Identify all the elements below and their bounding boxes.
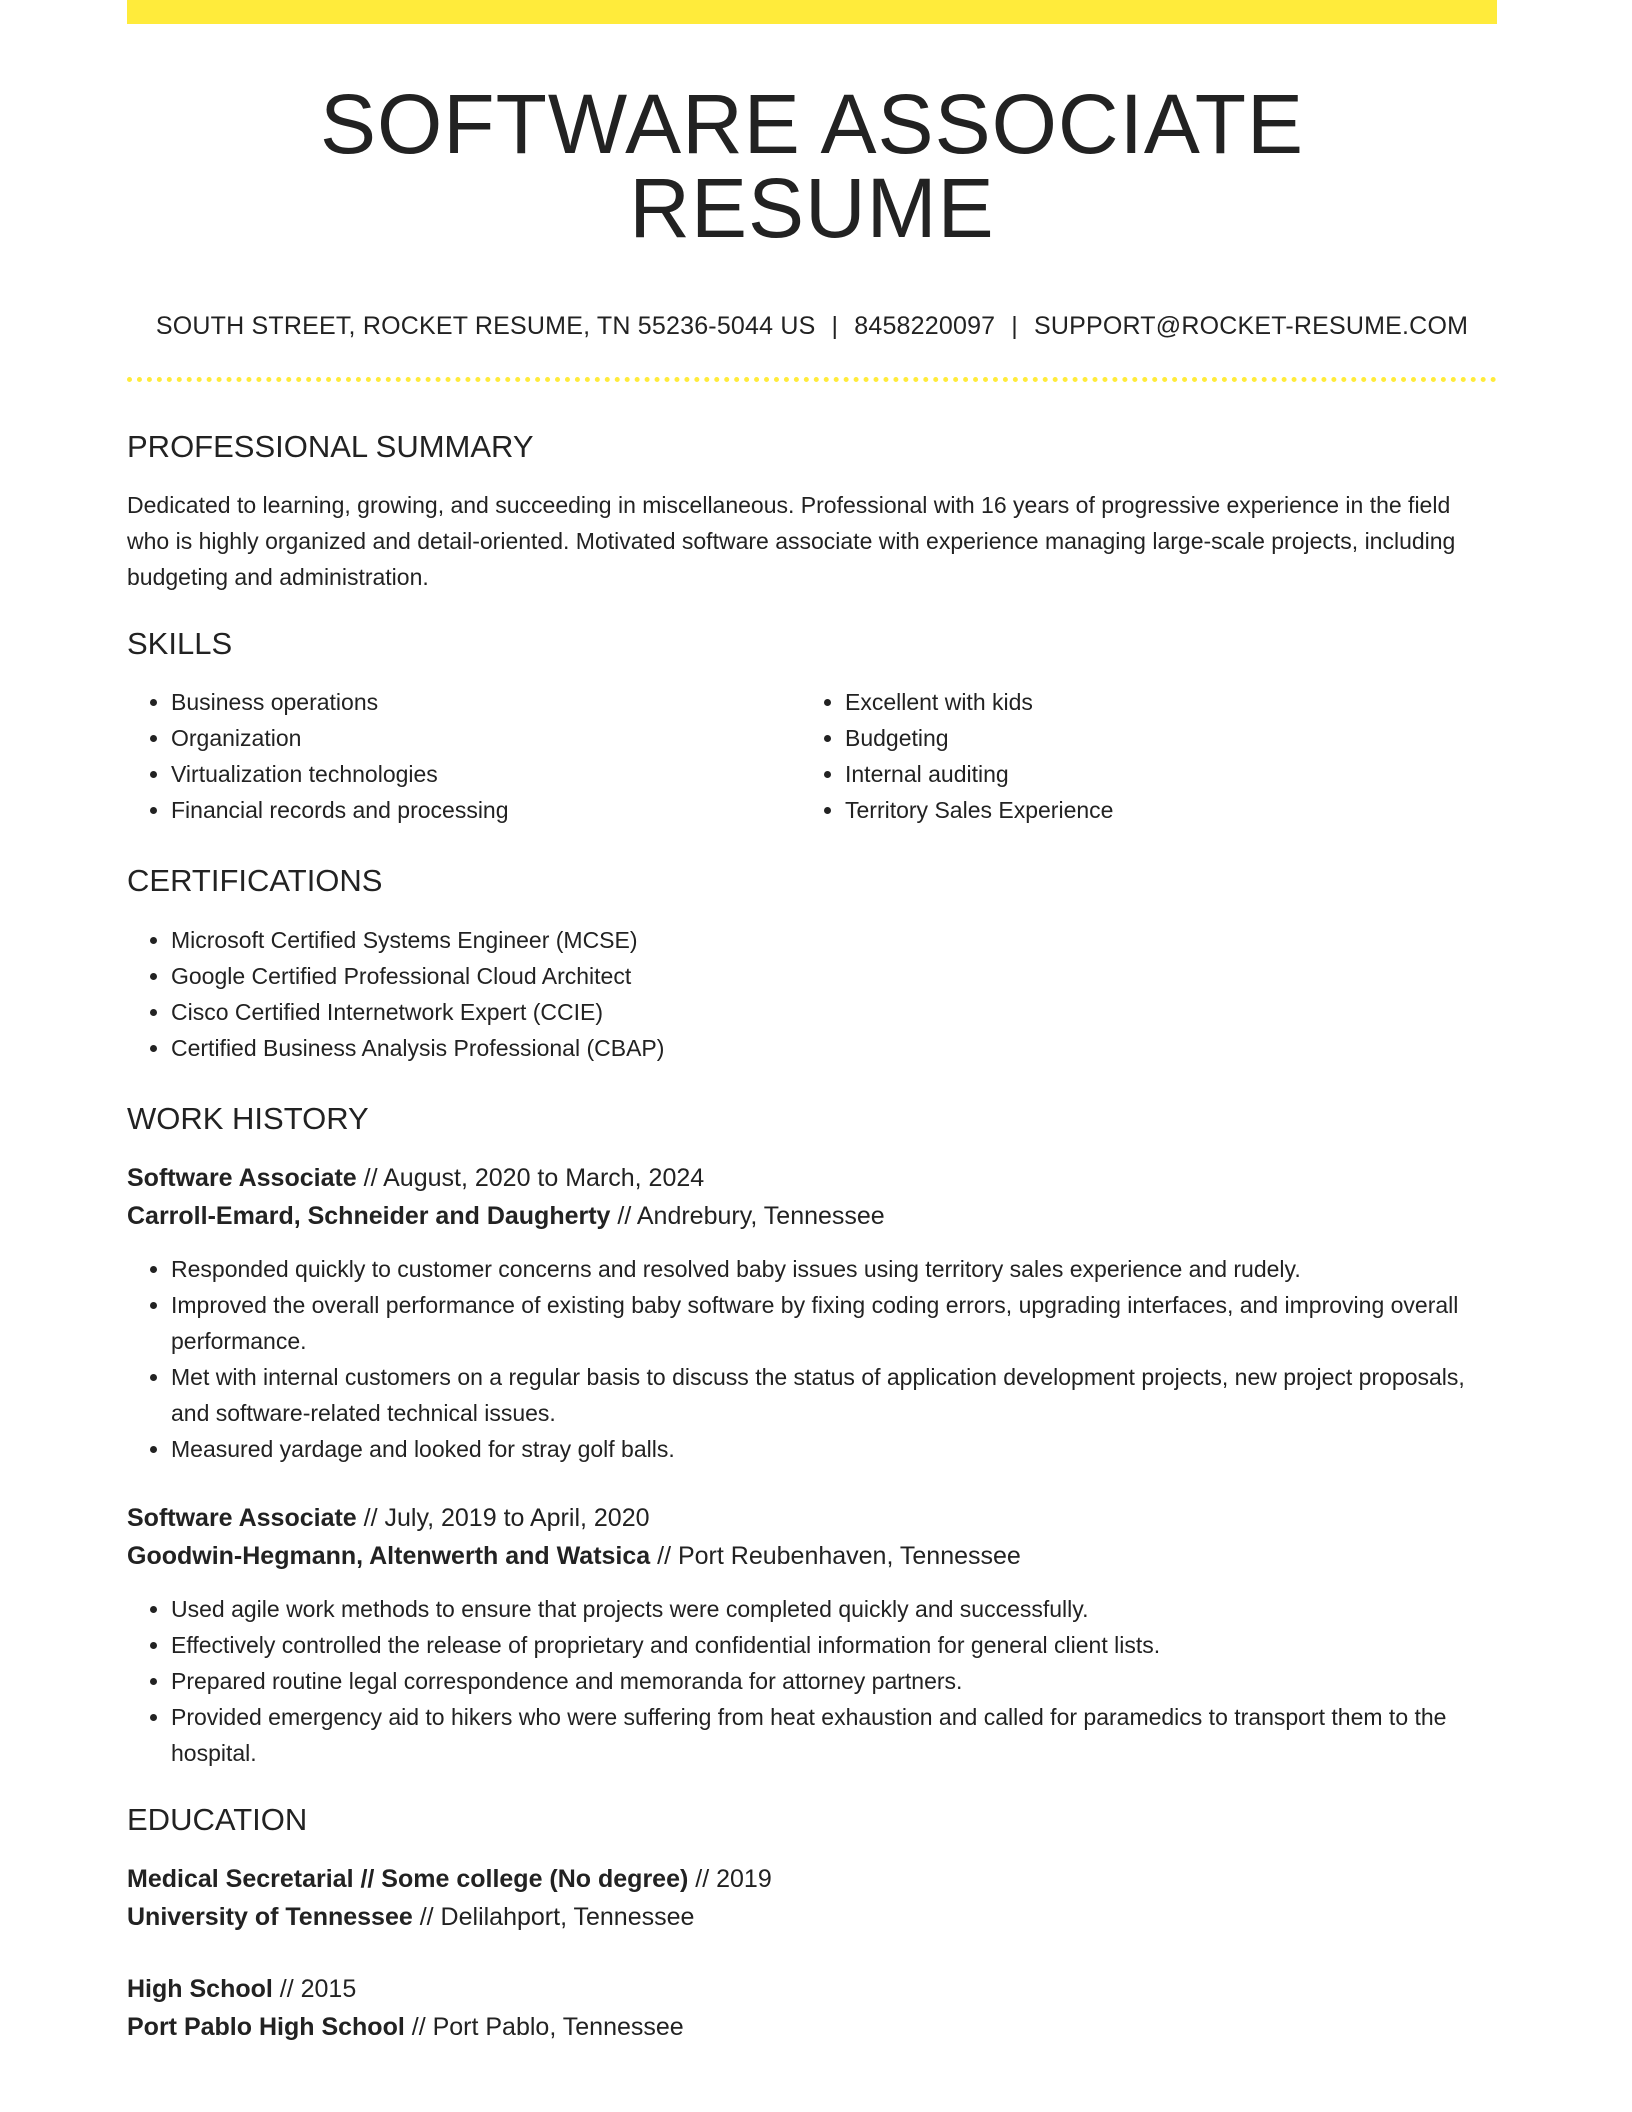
skill-item: • Business operations [171, 684, 801, 720]
job-company: Goodwin-Hegmann, Altenwerth and Watsica [127, 1541, 651, 1570]
top-accent-bar [127, 0, 1497, 24]
job-bullet: • Prepared routine legal correspondence and memoranda for attorney partners. [171, 1663, 1497, 1699]
summary-heading: PROFESSIONAL SUMMARY [127, 429, 534, 464]
certifications-list [127, 922, 1497, 1066]
resume-title: SOFTWARE ASSOCIATE RESUME [319, 77, 1305, 255]
education-heading: EDUCATION [127, 1801, 308, 1837]
contact-separator: | [1011, 312, 1018, 340]
skill-item: • Budgeting [845, 720, 1475, 756]
contact-separator: | [831, 312, 839, 340]
skills-heading: SKILLS [127, 626, 233, 662]
skills-grid [127, 684, 1497, 828]
skill-item: • Excellent with kids [845, 684, 1475, 720]
education-entry [127, 1970, 1497, 2046]
job-bullet: • Used agile work methods to ensure that projects were completed quickly and successfully. [171, 1591, 1497, 1627]
skill-item: • Virtualization technologies [171, 756, 801, 792]
contact-email: SUPPORT@ROCKET-RESUME.COM [1033, 312, 1469, 340]
job-location: // Andrebury, Tennessee [617, 1201, 885, 1230]
job-bullet: • Met with internal customers on a regular basis to discuss the status of application development projects, new project proposals, and software-related technical issues. [171, 1359, 1497, 1431]
job-bullet: • Improved the overall performance of existing baby software by fixing coding errors, upgrading interfaces, and improving overall performance. [171, 1287, 1497, 1359]
education-degree-line [127, 1970, 1497, 2008]
education-year: // 2019 [695, 1864, 772, 1893]
job-title-line [127, 1499, 1497, 1537]
skills-list-right [801, 684, 1475, 828]
education-degree: Medical Secretarial // Some college (No degree) [127, 1864, 689, 1893]
job-bullet: • Provided emergency aid to hikers who were suffering from heat exhaustion and called for paramedics to transport them to the hospital. [171, 1699, 1497, 1771]
job-title: Software Associate [127, 1163, 357, 1192]
skill-item: • Organization [171, 720, 801, 756]
job-bullet: • Measured yardage and looked for stray golf balls. [171, 1431, 1497, 1467]
summary-text: Dedicated to learning, growing, and succeeding in miscellaneous. Professional with 16 years of progressive experience in the field who is highly organized and detail-oriented. Motivated software associate with experience managing large-scale projects, including budgeting and administration. [127, 492, 1456, 591]
skills-list-left [127, 684, 801, 828]
job-company-line [127, 1537, 1497, 1575]
contact-line [127, 312, 1497, 341]
certification-item: • Google Certified Professional Cloud Architect [171, 958, 1497, 994]
job-bullet: • Responded quickly to customer concerns and resolved baby issues using territory sales experience and rudely. [171, 1251, 1497, 1287]
certifications-heading: CERTIFICATIONS [127, 863, 383, 899]
job-title: Software Associate [127, 1503, 357, 1532]
job-bullets [127, 1591, 1497, 1771]
education-location: // Port Pablo, Tennessee [411, 2012, 684, 2041]
job-entry [127, 1159, 1497, 1467]
dotted-divider [127, 377, 1497, 382]
certification-item: • Microsoft Certified Systems Engineer (MCSE) [171, 922, 1497, 958]
education-school: Port Pablo High School [127, 2012, 405, 2041]
resume-page [127, 0, 1497, 2046]
education-school-line [127, 2008, 1497, 2046]
job-title-line [127, 1159, 1497, 1197]
education-degree-line [127, 1860, 1497, 1898]
education-degree: High School [127, 1974, 273, 2003]
skill-item: • Financial records and processing [171, 792, 801, 828]
skill-item: • Internal auditing [845, 756, 1475, 792]
job-dates: // August, 2020 to March, 2024 [363, 1163, 705, 1192]
education-entry [127, 1860, 1497, 1936]
certification-item: • Cisco Certified Internetwork Expert (CCIE) [171, 994, 1497, 1030]
contact-phone: 8458220097 [854, 312, 996, 340]
job-location: // Port Reubenhaven, Tennessee [657, 1541, 1021, 1570]
certification-item: • Certified Business Analysis Professional (CBAP) [171, 1030, 1497, 1066]
job-bullets [127, 1251, 1497, 1467]
job-entry [127, 1499, 1497, 1771]
education-school: University of Tennessee [127, 1902, 413, 1931]
job-company-line [127, 1197, 1497, 1235]
contact-address: SOUTH STREET, ROCKET RESUME, TN 55236-5044 US [155, 312, 816, 340]
education-location: // Delilahport, Tennessee [419, 1902, 695, 1931]
job-dates: // July, 2019 to April, 2020 [363, 1503, 650, 1532]
work-history-heading: WORK HISTORY [127, 1100, 369, 1136]
education-year: // 2015 [279, 1974, 357, 2003]
job-bullet: • Effectively controlled the release of proprietary and confidential information for general client lists. [171, 1627, 1497, 1663]
job-company: Carroll-Emard, Schneider and Daugherty [127, 1201, 611, 1230]
education-school-line [127, 1898, 1497, 1936]
skill-item: • Territory Sales Experience [845, 792, 1475, 828]
